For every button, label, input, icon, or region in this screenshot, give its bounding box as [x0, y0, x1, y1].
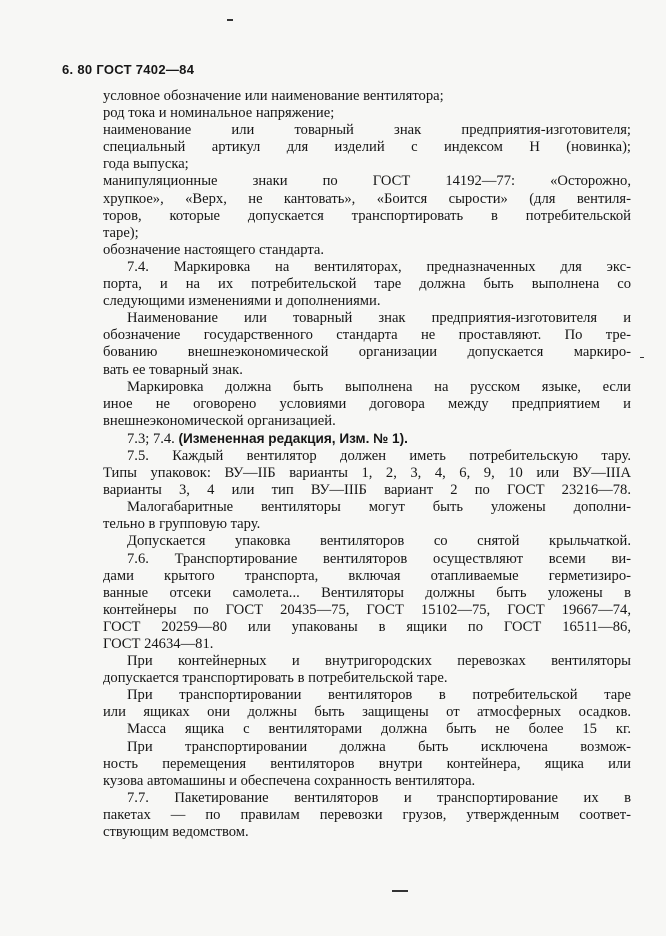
text-line: ствующим ведомством.	[103, 824, 249, 841]
text-line: род тока и номинальное напряжение;	[103, 105, 335, 122]
text-line: Малогабаритные вентиляторы могут быть уложены дополни-	[127, 499, 631, 516]
text-line: следующими изменениями и дополнениями.	[103, 293, 381, 310]
text-line: обозначение государственного стандарта не проставляют. По тре-	[103, 327, 631, 344]
text-line: тельно в групповую тару.	[103, 516, 261, 533]
text-line: допускается транспортировать в потребительской таре.	[103, 670, 448, 687]
text-line: Маркировка должна быть выполнена на русском языке, если	[127, 378, 631, 395]
text-line: года выпуска;	[103, 156, 189, 173]
text-line: торов, которые допускается транспортировать в потребительской	[103, 207, 631, 224]
text-line: внешнеэкономической организацией.	[103, 412, 336, 429]
text-line: Наименование или товарный знак предприятия-изготовителя и	[127, 310, 631, 327]
text-line: ГОСТ 20259—80 или упакованы в ящики по ГОСТ 16511—86,	[103, 618, 631, 635]
text-line: 7.4. Маркировка на вентиляторах, предназначенных для экс-	[127, 258, 631, 275]
text-line: или ящиках они должны быть защищены от атмосферных осадков.	[103, 704, 631, 721]
text-line: ность перемещения вентиляторов внутри контейнера, ящика или	[103, 755, 631, 772]
text-line: ГОСТ 24634—81.	[103, 636, 214, 652]
scan-speck	[227, 19, 233, 21]
text-line: хрупкое», «Верх, не кантовать», «Боится сырости» (для вентиля-	[103, 190, 631, 207]
text-line: наименование или товарный знак предприятия-изготовителя;	[103, 122, 631, 139]
text-line: Масса ящика с вентиляторами должна быть не более 15 кг.	[127, 721, 631, 738]
text-line: бованию внешнеэкономической организации допускается маркиро-	[103, 344, 631, 361]
scan-speck	[640, 357, 644, 358]
text-line: ванные отсеки самолета... Вентиляторы должны быть уложены в	[103, 584, 631, 601]
text-line: варианты 3, 4 или тип ВУ—IIIБ вариант 2 по ГОСТ 23216—78.	[103, 482, 631, 499]
text-line: вать ее товарный знак.	[103, 361, 243, 378]
text-line: обозначение настоящего стандарта.	[103, 241, 325, 258]
text-line: условное обозначение или наименование вентилятора;	[103, 88, 444, 104]
text-line: кузова автомашины и обеспечена сохранность вентилятора.	[103, 772, 476, 789]
text-line: таре);	[103, 224, 139, 241]
text-line: манипуляционные знаки по ГОСТ 14192—77: «Осторожно,	[103, 173, 631, 190]
scan-speck	[392, 890, 408, 892]
text-line: 7.5. Каждый вентилятор должен иметь потребительскую тару.	[127, 447, 631, 464]
text-line: При транспортировании должна быть исключена возмож-	[127, 738, 631, 755]
page-header: 6. 80 ГОСТ 7402—84	[62, 62, 195, 77]
text-line: специальный артикул для изделий с индексом Н (новинка);	[103, 139, 631, 156]
document-body	[103, 88, 631, 841]
text-line: иное не оговорено условиями договора между предприятием и	[103, 395, 631, 412]
text-line: пакетах — по правилам перевозки грузов, утвержденным соответ-	[103, 806, 631, 823]
text-line: При транспортировании вентиляторов в потребительской таре	[127, 687, 631, 704]
text-line: контейнеры по ГОСТ 20435—75, ГОСТ 15102—75, ГОСТ 19667—74,	[103, 601, 631, 618]
text-line: Допускается упаковка вентиляторов со снятой крыльчаткой.	[127, 533, 631, 550]
text-line: 7.3; 7.4. (Измененная редакция, Изм. № 1).	[127, 430, 408, 447]
text-line: дами крытого транспорта, включая отапливаемые герметизиро-	[103, 567, 631, 584]
text-line: Типы упаковок: ВУ—IIБ варианты 1, 2, 3, 4, 6, 9, 10 или ВУ—IIIА	[103, 465, 631, 482]
text-line: 7.7. Пакетирование вентиляторов и транспортирование их в	[127, 789, 631, 806]
text-line: порта, и на их потребительской таре должна быть выполнена со	[103, 276, 631, 293]
text-line: При контейнерных и внутригородских перевозках вентиляторы	[127, 653, 631, 670]
text-line: 7.6. Транспортирование вентиляторов осуществляют всеми ви-	[127, 550, 631, 567]
